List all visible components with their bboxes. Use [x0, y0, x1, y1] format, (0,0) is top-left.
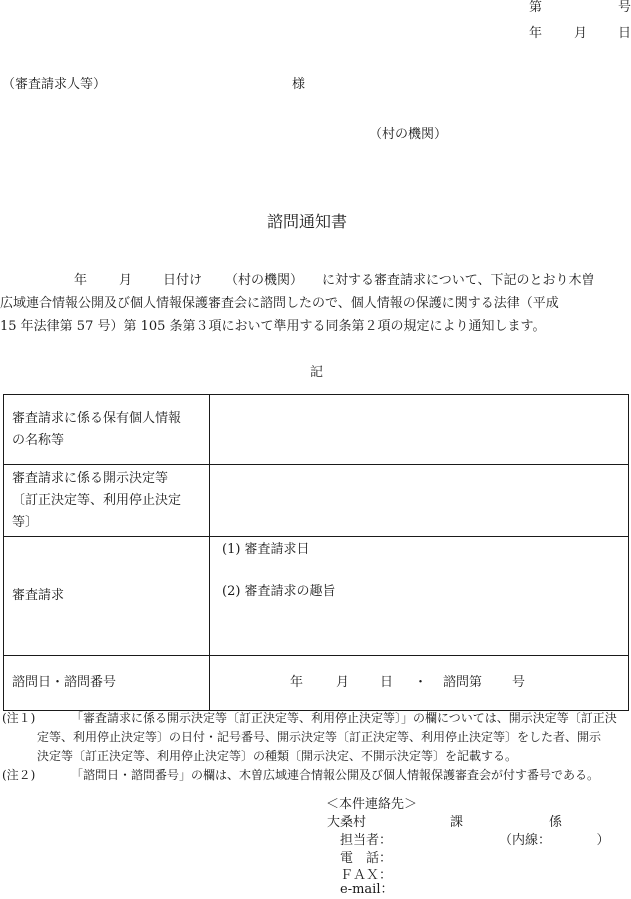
addressee-label: （審査請求人等） [2, 77, 107, 92]
ki-marker: 記 [310, 365, 324, 380]
request-details-table [3, 394, 629, 711]
inquiry-year: 年 [290, 675, 304, 690]
request-item-date: (1) 審査請求日 [222, 542, 310, 557]
document-number-prefix: 第 [529, 0, 543, 15]
note1-label: (注１) [2, 711, 36, 725]
date-day: 日 [618, 26, 631, 41]
body-intro-day: 日付け [163, 273, 203, 288]
inquiry-separator: ・ [414, 675, 428, 690]
body-line2: 広域連合情報公開及び個人情報保護審査会に諮問したので、個人情報の保護に関する法律（平成 [0, 296, 559, 311]
row-value-inquiry-date-number [210, 656, 629, 711]
inquiry-number-prefix: 諮問第 [443, 675, 483, 690]
row-value-personal-info [210, 395, 629, 465]
row2-label-line3: 等〕 [12, 514, 39, 530]
row-label-request: 審査請求 [4, 537, 210, 656]
table-row [4, 465, 629, 537]
note2-text: 「諮問日・諮問番号」の欄は、木曽広域連合情報公開及び個人情報保護審査会が付す番号である。 [71, 768, 600, 782]
contact-heading: ＜本件連絡先＞ [326, 797, 418, 812]
row-label-disclosure-decision [4, 465, 210, 537]
body-line3: 15 年法律第 57 号）第 105 条第３項において準用する同条第２項の規定により通知します。 [0, 319, 546, 334]
addressee-honorific: 様 [292, 77, 306, 92]
date-month: 月 [574, 26, 588, 41]
inquiry-day: 日 [380, 675, 394, 690]
note1-line2: 定等、利用停止決定等〕の日付・記号番号、開示決定等〔訂正決定等、利用停止決定等〕をした者、開示 [37, 730, 602, 744]
row-label-personal-info [4, 395, 210, 465]
row-label-inquiry-date-number: 諮問日・諮問番号 [4, 656, 210, 711]
date-year: 年 [529, 26, 543, 41]
contact-section: 課 [450, 815, 464, 830]
body-intro-organ: （村の機関） [225, 273, 304, 288]
inquiry-month: 月 [336, 675, 350, 690]
body-intro-month: 月 [119, 273, 133, 288]
row-value-disclosure-decision [210, 465, 629, 537]
contact-unit: 係 [549, 815, 563, 830]
row-value-request [210, 537, 629, 656]
inquiry-number-suffix: 号 [512, 675, 526, 690]
table-row [4, 656, 629, 711]
row1-label-line2: の名称等 [12, 432, 65, 448]
body-intro-year: 年 [74, 273, 88, 288]
contact-person-label: 担当者： [340, 833, 393, 848]
document-title: 諮問通知書 [267, 212, 348, 231]
note1-line3: 決定等〔訂正決定等、利用停止決定等〕の種類〔開示決定、不開示決定等〕を記載する。 [37, 749, 518, 763]
contact-village: 大桑村 [327, 815, 367, 830]
document-number-suffix: 号 [618, 0, 631, 15]
body-line1-rest: に対する審査請求について、下記のとおり木曽 [322, 273, 595, 288]
sender-organ: （村の機関） [369, 127, 448, 142]
contact-phone-label: 電 話： [340, 851, 393, 866]
row1-label-line1: 審査請求に係る保有個人情報 [12, 410, 182, 426]
contact-extension: （内線： ） [499, 833, 610, 848]
table-row [4, 537, 629, 656]
contact-fax-label: ＦＡＸ： [340, 868, 393, 883]
row2-label-line1: 審査請求に係る開示決定等 [12, 470, 169, 486]
note2-label: (注２) [2, 768, 36, 782]
note1-line1: 「審査請求に係る開示決定等〔訂正決定等、利用停止決定等〕」の欄については、開示決定等〔訂正決 [71, 711, 617, 725]
row2-label-line2: 〔訂正決定等、利用停止決定 [12, 492, 182, 508]
table-row [4, 395, 629, 465]
request-item-purpose: (2) 審査請求の趣旨 [222, 584, 336, 599]
contact-email-label: e-mail： [340, 882, 394, 897]
